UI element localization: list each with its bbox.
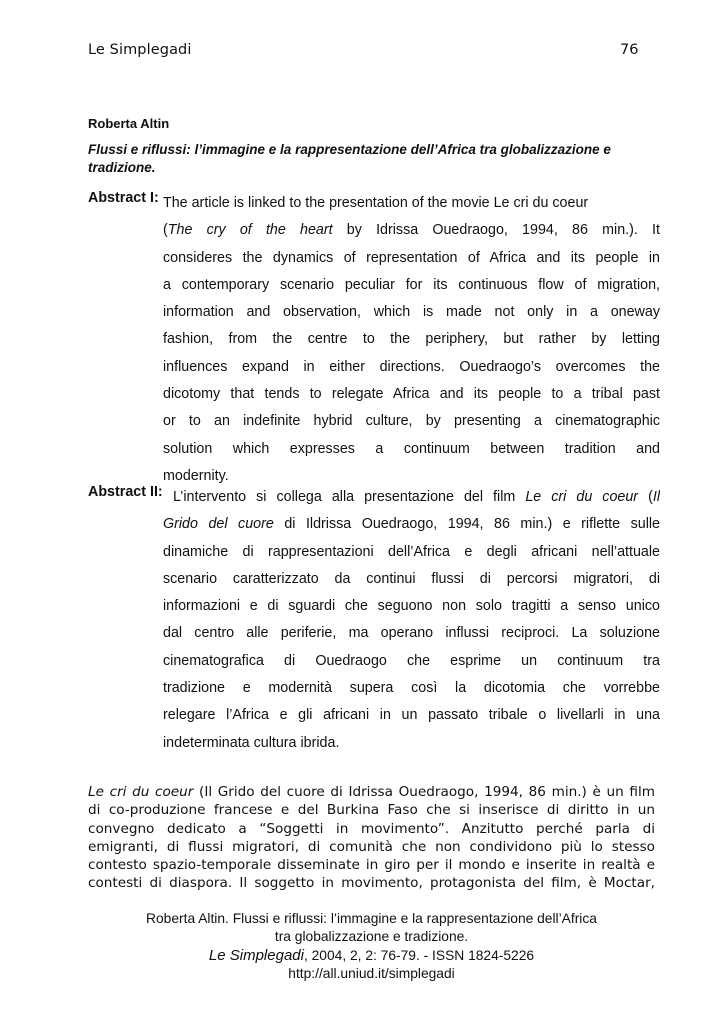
- abstract-line: consideres the dynamics of representation of Africa and its people in: [163, 249, 660, 266]
- film-title: Le cri du coeur: [88, 784, 194, 800]
- citation-footer: [88, 910, 655, 983]
- abstract-line: dal centro alle periferie, ma operano influssi reciproci. La soluzione: [163, 625, 660, 642]
- abstract-body: [163, 511, 660, 757]
- page-number: 76: [620, 42, 639, 58]
- abstract-line: informazioni e di sguardi che seguono non solo tragitti a senso unico: [163, 598, 660, 615]
- abstract-line: a contemporary scenario peculiar for its continuous flow of migration,: [163, 276, 660, 293]
- footer-url[interactable]: http://all.uniud.it/simplegadi: [288, 965, 455, 981]
- abstract-line: relegare l’Africa e gli africani in un passato tribale o livellarli in una: [163, 707, 660, 724]
- running-header-journal: Le Simplegadi: [88, 42, 192, 58]
- article-title: [88, 141, 668, 177]
- abstract-line: Grido del cuore di Ildrissa Ouedraogo, 1994, 86 min.) e riflette sulle: [163, 516, 660, 533]
- footer-citation-line: Roberta Altin. Flussi e riflussi: l’immagine e la rappresentazione dell’Africa: [146, 911, 597, 926]
- abstract-line: influences expand in either directions. Ouedraogo’s overcomes the: [163, 358, 660, 375]
- abstract-line: indeterminata cultura ibrida.: [163, 734, 340, 751]
- abstract-line: dinamiche di rappresentazioni dell’Africa e degli africani nell’attuale: [163, 543, 660, 560]
- body-line: emigranti, di flussi migratori, di comunità che non condividono più lo stesso: [88, 838, 655, 855]
- footer-journal-name: Le Simplegadi: [208, 946, 304, 964]
- abstract-line: scenario caratterizzato da continui flussi di percorsi migratori, di: [163, 570, 660, 587]
- abstract-line: or to an indefinite hybrid culture, by presenting a cinematographic: [163, 413, 660, 430]
- abstract-line: fashion, from the centre to the periphery, but rather by letting: [163, 331, 660, 348]
- body-paragraph: [88, 783, 655, 893]
- abstract-line: The article is linked to the presentation of the movie Le cri du coeur: [163, 195, 589, 211]
- abstract-line: solution which expresses a continuum between tradition and: [163, 440, 660, 457]
- body-line: di co-produzione francese e del Burkina Faso che si inserisce di diritto in un: [88, 802, 655, 819]
- abstract-line: tradizione e modernità supera così la dicotomia che vorrebbe: [163, 680, 660, 697]
- body-line-rest: (Il Grido del cuore di Idrissa Ouedraogo, 1994, 86 min.) è un film: [193, 784, 655, 800]
- body-line: convegno dedicato a “Soggetti in movimento”. Anzitutto perché parla di: [88, 820, 655, 837]
- abstract-first-line: [173, 484, 660, 511]
- abstract-line: information and observation, which is made not only in a oneway: [163, 304, 660, 321]
- title-line: Flussi e riflussi: l’immagine e la rappresentazione dell’Africa tra globalizzazione e: [88, 142, 611, 157]
- abstract-line: cinematografica di Ouedraogo che esprime un continuum tra: [163, 652, 660, 669]
- abstract-line: dicotomy that tends to relegate Africa and its people to a tribal past: [163, 386, 660, 403]
- abstract-line: modernity.: [163, 467, 229, 484]
- body-line: [88, 783, 655, 801]
- abstract-line: (The cry of the heart by Idrissa Ouedraogo, 1994, 86 min.). It: [163, 222, 660, 239]
- abstract-label: Abstract I:: [88, 190, 159, 206]
- author-name: Roberta Altin: [88, 116, 170, 131]
- title-line: tradizione.: [88, 160, 156, 175]
- body-line: contesto spazio-temporale disseminate in giro per il mondo e inserite in realtà e: [88, 857, 655, 874]
- abstract-line: L’intervento si collega alla presentazione del film Le cri du coeur (Il: [173, 489, 660, 505]
- footer-journal-details: , 2004, 2, 2: 76-79. - ISSN 1824-5226: [303, 947, 535, 963]
- footer-journal-line: [88, 947, 655, 965]
- abstract-label: Abstract II:: [88, 484, 163, 500]
- body-line: contesti di diaspora. Il soggetto in movimento, protagonista del film, è Moctar,: [88, 875, 655, 892]
- footer-citation-line: tra globalizzazione e tradizione.: [274, 929, 469, 945]
- abstract-body: [163, 190, 660, 490]
